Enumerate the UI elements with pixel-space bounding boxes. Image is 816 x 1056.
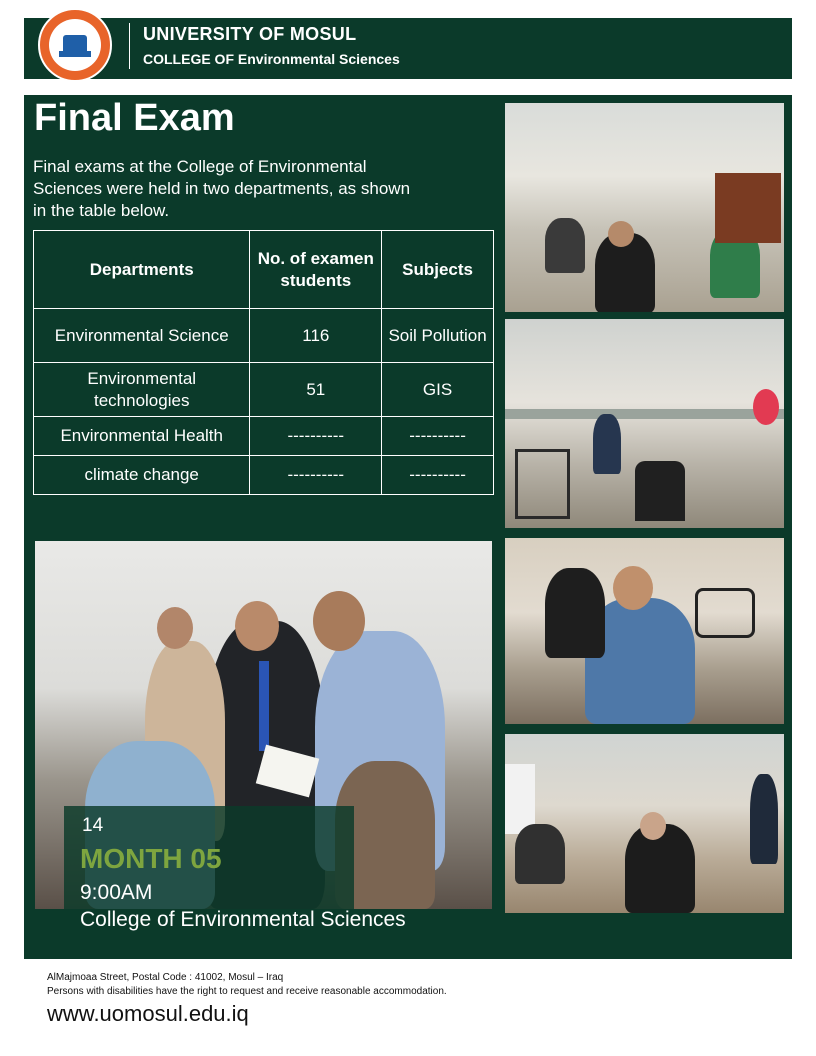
cell-department: climate change (34, 456, 250, 495)
cell-subject: ---------- (382, 417, 494, 456)
cell-students: 51 (250, 363, 382, 417)
exam-hall-photo-4 (505, 734, 784, 913)
table-row (34, 456, 494, 495)
cell-department: Environmental Health (34, 417, 250, 456)
cell-students: ---------- (250, 417, 382, 456)
cell-subject: Soil Pollution (382, 309, 494, 363)
event-time: 9:00AM (80, 881, 153, 904)
exam-hall-photo-2 (505, 319, 784, 528)
college-name: COLLEGE OF Environmental Sciences (143, 51, 400, 67)
university-name: UNIVERSITY OF MOSUL (143, 24, 357, 44)
exam-hall-photo-3 (505, 538, 784, 724)
cell-department: Environmental Science (34, 309, 250, 363)
table-header-row (34, 231, 494, 309)
exam-hall-photo-1 (505, 103, 784, 312)
table-row (34, 363, 494, 417)
table-row (34, 309, 494, 363)
event-month: MONTH 05 (80, 843, 222, 874)
footer-website-link[interactable]: www.uomosul.edu.iq (47, 1001, 249, 1026)
header-subjects: Subjects (382, 231, 494, 309)
footer-note: Persons with disabilities have the right to request and receive reasonable accommodation. (47, 986, 447, 997)
event-place: College of Environmental Sciences (80, 908, 406, 931)
exam-table (33, 230, 494, 495)
university-logo (38, 8, 112, 82)
header-divider (129, 23, 130, 69)
intro-text: Final exams at the College of Environmental Sciences were held in two departments, as shown in the table below. (33, 157, 411, 220)
cell-students: ---------- (250, 456, 382, 495)
cell-department: Environmental technologies (34, 363, 250, 417)
event-day: 14 (82, 815, 104, 836)
header-students: No. of examen students (250, 231, 382, 309)
header-departments: Departments (34, 231, 250, 309)
footer-address: AlMajmoaa Street, Postal Code : 41002, Mosul – Iraq (47, 972, 284, 983)
cell-students: 116 (250, 309, 382, 363)
header-bar (24, 18, 792, 79)
table-row (34, 417, 494, 456)
page-title: Final Exam (34, 97, 235, 139)
cell-subject: ---------- (382, 456, 494, 495)
cell-subject: GIS (382, 363, 494, 417)
